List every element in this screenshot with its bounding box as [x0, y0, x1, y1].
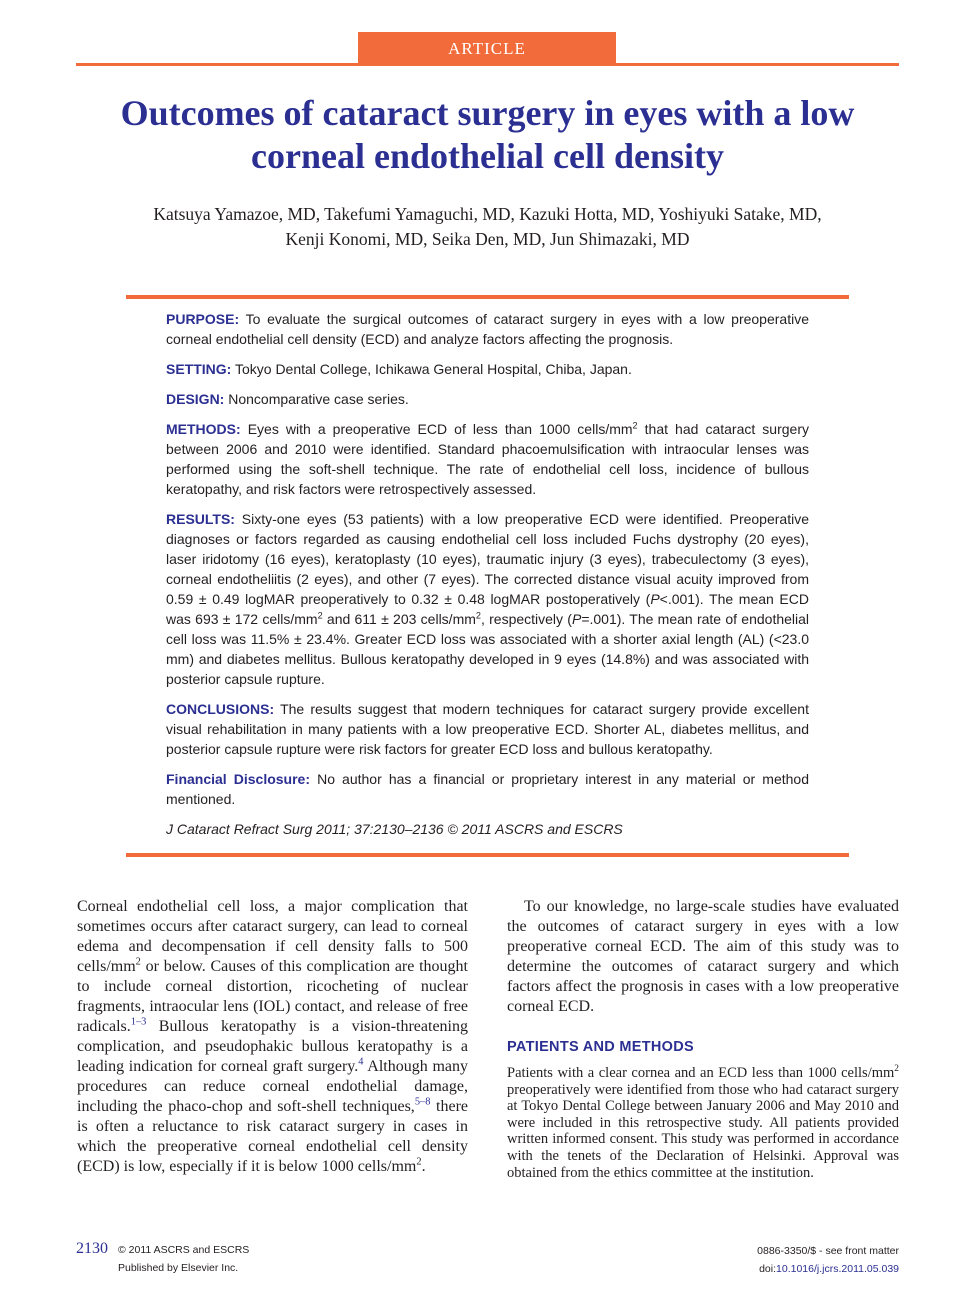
purpose-label: PURPOSE:: [166, 311, 240, 327]
authors-line-2: Kenji Konomi, MD, Seika Den, MD, Jun Shimazaki, MD: [285, 229, 690, 249]
superscript: 2: [135, 956, 141, 968]
section-heading-patients-methods: PATIENTS AND METHODS: [507, 1039, 694, 1055]
setting-text: Tokyo Dental College, Ichikawa General Hospital, Chiba, Japan.: [231, 361, 632, 377]
issn: 0886-3350/$ - see front matter: [757, 1245, 899, 1257]
abstract: [166, 309, 809, 849]
abstract-conclusions: [166, 699, 809, 759]
body-left-column: [77, 897, 468, 1177]
abstract-results: [166, 509, 809, 689]
body-text: or below. Causes of this complication are thought to include corneal distortion, ricocheting of nuclear fragments, intraocular lens (IOL) contact, and release of free radicals.: [77, 958, 468, 1035]
results-label: RESULTS:: [166, 511, 235, 527]
results-text: , respectively (: [480, 611, 572, 627]
disclosure-label: Financial Disclosure:: [166, 771, 311, 787]
body-text: Bullous keratopathy is a vision-threatening complication, and pseudophakic bullous keratopathy is a leading indication for corneal graft surgery.: [77, 1018, 468, 1075]
intro-paragraph: [77, 897, 468, 1177]
results-text: <.001). The mean ECD was 693 ± 172 cells/mm: [166, 591, 809, 627]
abstract-bottom-rule: [126, 853, 849, 857]
header-rule: [76, 63, 899, 66]
copyright: © 2011 ASCRS and ESCRS: [118, 1244, 250, 1256]
purpose-text: To evaluate the surgical outcomes of cataract surgery in eyes with a low preoperative corneal endothelial cell density (ECD) and analyze factors affecting the prognosis.: [166, 311, 809, 347]
body-text: Patients with a clear cornea and an ECD less than 1000 cells/mm: [507, 1065, 895, 1081]
study-aim-paragraph: To our knowledge, no large-scale studies have evaluated the outcomes of cataract surgery in eyes with a low preoperative corneal ECD. The aim of this study was to determine the outcomes of cataract surgery and which factors affect the prognosis in cases with a low preoperative corneal ECD.: [507, 898, 899, 1015]
footer-right: [579, 1242, 899, 1278]
superscript: 2: [894, 1064, 899, 1075]
conclusions-text: The results suggest that modern techniques for cataract surgery provide excellent visual rehabilitation in many patients with a low preoperative ECD. Shorter AL, diabetes mellitus, and posterior capsule rupture were risk factors for greater ECD loss and bullous keratopathy.: [166, 701, 809, 757]
author-list: [60, 202, 915, 252]
results-text: and 611 ± 203 cells/mm: [322, 611, 476, 627]
page-number: 2130: [76, 1240, 108, 1257]
reference-link[interactable]: 1–3: [130, 1016, 147, 1028]
abstract-design: [166, 389, 809, 409]
reference-link[interactable]: 5–8: [414, 1096, 431, 1108]
abstract-setting: [166, 359, 809, 379]
body-text: Corneal endothelial cell loss, a major complication that sometimes occurs after cataract surgery, can lead to corneal edema and decompensation if cell density falls to 500 cells/mm: [77, 898, 468, 975]
p-value-symbol: P: [650, 591, 660, 607]
body-right-column: [507, 897, 899, 1181]
superscript: 2: [632, 420, 638, 431]
methods-text: Eyes with a preoperative ECD of less than 1000 cells/mm: [240, 421, 633, 437]
doi-prefix: doi:: [759, 1263, 777, 1275]
design-text: Noncomparative case series.: [224, 391, 409, 407]
body-text: preoperatively were identified from those who had cataract surgery at Tokyo Dental College between January 2006 and May 2010 and were included in this retrospective study. All patients provided written informed consent. This study was performed in accordance with the tenets of the Declaration of Helsinki. Approval was obtained from the ethics committee at the institution.: [507, 1081, 899, 1181]
authors-line-1: Katsuya Yamazoe, MD, Takefumi Yamaguchi, MD, Kazuki Hotta, MD, Yoshiyuki Satake, MD,: [153, 204, 822, 224]
doi-link[interactable]: 10.1016/j.jcrs.2011.05.039: [776, 1263, 899, 1275]
abstract-disclosure: [166, 769, 809, 809]
body-text: there is often a reluctance to risk cataract surgery in cases in which the preoperative corneal endothelial cell density (ECD) is low, especially if it is below 1000 cells/mm: [77, 1098, 469, 1175]
body-text: Although many procedures can reduce corneal endothelial damage, including the phaco-chop and soft-shell techniques,: [77, 1058, 469, 1115]
doi: [579, 1260, 899, 1278]
publisher: Published by Elsevier Inc.: [118, 1262, 239, 1274]
patients-methods-paragraph: [507, 1065, 899, 1181]
superscript: 2: [317, 610, 323, 621]
results-text: =.001). The mean rate of endothelial cell loss was 11.5% ± 23.4%. Greater ECD loss was associated with a shorter axial length (AL) (<23.0 mm) and diabetes mellitus. Bullous keratopathy developed in 9 eyes (14.8%) and was associated with posterior capsule rupture.: [166, 611, 810, 687]
abstract-methods: [166, 419, 809, 499]
reference-link[interactable]: 4: [358, 1056, 364, 1068]
superscript: 2: [416, 1156, 422, 1168]
article-title: Outcomes of cataract surgery in eyes with a low corneal endothelial cell density: [120, 93, 855, 176]
methods-label: METHODS:: [166, 421, 241, 437]
methods-text: that had cataract surgery between 2006 and 2010 were identified. Standard phacoemulsification with intraocular lenses was performed using the soft-shell technique. The rate of endothelial cell loss, incidence of bullous keratopathy, and risk factors were retrospectively assessed.: [166, 421, 809, 497]
disclosure-text: No author has a financial or proprietary interest in any material or method mentioned.: [166, 771, 809, 807]
design-label: DESIGN:: [166, 391, 225, 407]
results-text: Sixty-one eyes (53 patients) with a low preoperative ECD were identified. Preoperative diagnoses or factors regarded as causing endothelial cell loss included Fuchs dystrophy (20 eyes), laser iridotomy (16 eyes), keratoplasty (10 eyes), traumatic injury (3 eyes), trabeculectomy (3 eyes), corneal endotheliitis (2 eyes), and other (7 eyes). The corrected distance visual acuity improved from 0.59 ± 0.49 logMAR preoperatively to 0.32 ± 0.48 logMAR postoperatively (: [166, 511, 809, 607]
footer-left: [76, 1240, 396, 1277]
article-type-banner: ARTICLE: [358, 32, 616, 65]
conclusions-label: CONCLUSIONS:: [166, 701, 275, 717]
abstract-purpose: [166, 309, 809, 349]
superscript: 2: [475, 610, 481, 621]
abstract-top-rule: [126, 295, 849, 299]
setting-label: SETTING:: [166, 361, 232, 377]
journal-citation: J Cataract Refract Surg 2011; 37:2130–2136 © 2011 ASCRS and ESCRS: [166, 821, 623, 837]
p-value-symbol: P: [571, 611, 582, 627]
body-text: .: [421, 1158, 426, 1175]
